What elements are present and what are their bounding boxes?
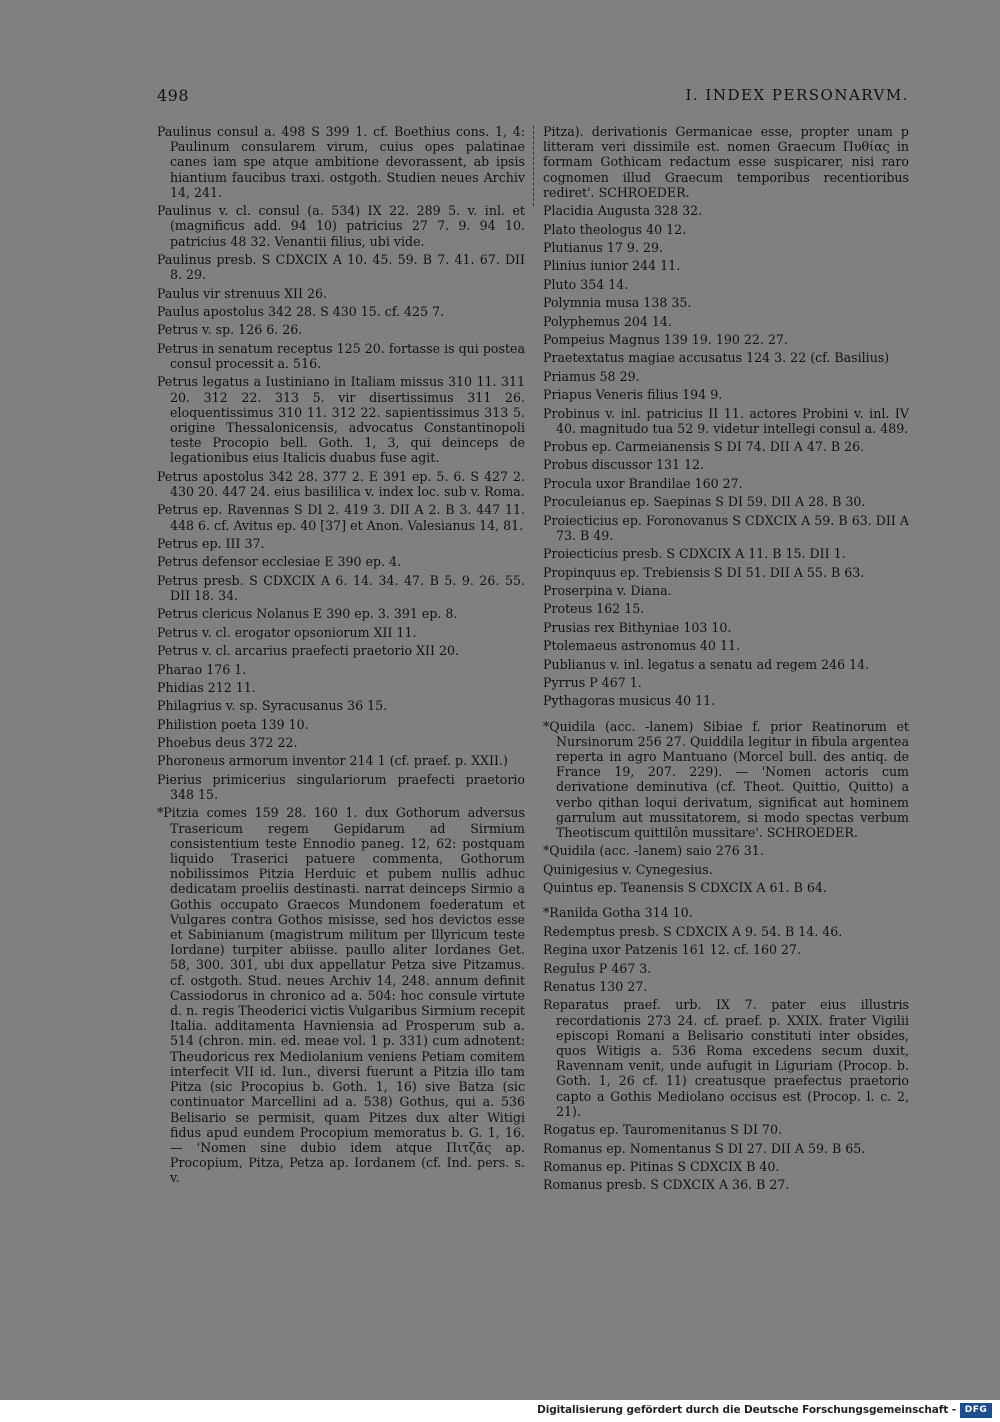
index-entry: Pythagoras musicus 40 11. xyxy=(543,693,716,709)
index-entry: Romanus ep. Nomentanus S DI 27. DII A 59. B 65. xyxy=(543,1140,866,1156)
index-entry: Proiecticius presb. S CDXCIX A 11. B 15. DII 1. xyxy=(543,546,846,562)
index-entry: Petrus v. cl. erogator opsoniorum XII 11. xyxy=(157,624,417,640)
index-entry: Pitza). derivationis Germanicae esse, propter unam p litteram veri dissimile est. nomen Graecum Πυθίας in formam Gothicam redactum esse suspicarer, nisi raro cognomen illud Graecum temporibus recentioribus rediret'. SCHROEDER. xyxy=(543,124,909,200)
index-entry: Probinus v. inl. patricius II 11. actores Probini v. inl. IV 40. magnitudo tua 52 9. videtur intellegi consul a. 489. xyxy=(543,405,909,436)
index-entry: Phidias 212 11. xyxy=(157,679,256,695)
index-entry: Quintus ep. Teanensis S CDXCIX A 61. B 64. xyxy=(543,880,827,896)
index-entry: Phoebus deus 372 22. xyxy=(157,735,298,751)
index-entry: Petrus ep. III 37. xyxy=(157,535,265,551)
index-entry: Paulinus v. cl. consul (a. 534) IX 22. 289 5. v. inl. et (magnificus add. 94 10) patricius 27 7. 9. 94 10. patricius 48 32. Venantii filius, ubi vide. xyxy=(157,203,525,249)
index-entry: Prusias rex Bithyniae 103 10. xyxy=(543,619,732,635)
index-entry: Placidia Augusta 328 32. xyxy=(543,203,703,219)
index-entry: Pierius primicerius singulariorum praefecti praetorio 348 15. xyxy=(157,771,525,803)
index-entry: Romanus ep. Pitinas S CDXCIX B 40. xyxy=(543,1158,780,1174)
footer-bar xyxy=(0,1400,1000,1422)
index-entry: Philagrius v. sp. Syracusanus 36 15. xyxy=(157,698,388,714)
index-entry: Praetextatus magiae accusatus 124 3. 22 (cf. Basilius) xyxy=(543,350,890,366)
index-entry: *Ranilda Gotha 314 10. xyxy=(543,905,693,921)
funding-credit: Digitalisierung gefördert durch die Deutsche Forschungsgemeinschaft - xyxy=(537,1404,956,1416)
index-entry: *Pitzia comes 159 28. 160 1. dux Gothorum adversus Trasericum regem Gepidarum ad Sirmium consistentium teste Ennodio paneg. 12, 62: postquam liquido Traserici patuere commenta, Gothorum nobilissimos Pitzia Herduic et pubem nullis adhuc dedicatam proeliis destinasti. narrat deinceps Sirmio a Gothis occupato Graecos Mundonem foederatum et Vulgares contra Gothos misisse, sed hos devictos esse et Sabinianum (magistrum militum per Illyricum teste Iordane) turpiter abiisse. paullo aliter Iordanes Get. 58, 300. 301, ubi dux appellatur Petza sive Pitzamus. cf. ostgoth. Stud. neues Archiv 14, 248. annum definit Cassiodorus in chronico ad a. 504: hoc consule virtute d. n. regis Theoderici victis Vulgaribus Sirmium recepit Italia. additamenta Havniensia ad Prosperum sub a. 514 (chron. min. ed. meae vol. 1 p. 331) cum adnotent: Theudoricus rex Mediolanium veniens Petiam comitem interfecit VII id. Iun., diversi fuerunt a Pitzia illo tam Pitza (sic Procopius b. Goth. 1, 16) sive Batza (sic continuator Marcellini ad a. 538) Gothus, qui a. 536 Belisario se permisit, quam Pitzes dux alter Witigi fidus apud eundem Procopium memoratus b. G. 1, 16. — 'Nomen sine dubio idem atque Πιτζᾶς ap. Procopium, Pitza, Petza ap. Iordanem (cf. Ind. pers. s. v. xyxy=(157,805,525,1186)
index-entry: Plinius iunior 244 11. xyxy=(543,258,681,274)
index-entry: Plato theologus 40 12. xyxy=(543,221,687,237)
index-entry: Regulus P 467 3. xyxy=(543,960,652,976)
index-entry: Paulinus presb. S CDXCIX A 10. 45. 59. B 7. 41. 67. DII 8. 29. xyxy=(157,252,525,283)
index-entry: Propinquus ep. Trebiensis S DI 51. DII A 55. B 63. xyxy=(543,564,865,580)
index-entry: Renatus 130 27. xyxy=(543,978,648,994)
page-header xyxy=(157,86,909,110)
index-entry: Romanus presb. S CDXCIX A 36. B 27. xyxy=(543,1177,790,1193)
index-entry: Procula uxor Brandilae 160 27. xyxy=(543,475,743,491)
index-entry: Proserpina v. Diana. xyxy=(543,583,672,599)
index-entry: Petrus defensor ecclesiae E 390 ep. 4. xyxy=(157,554,402,570)
index-entry: Paulus vir strenuus XII 26. xyxy=(157,285,328,301)
index-entry: Regina uxor Patzenis 161 12. cf. 160 27. xyxy=(543,942,802,958)
index-entry: Priapus Veneris filius 194 9. xyxy=(543,387,723,403)
index-entry: Pompeius Magnus 139 19. 190 22. 27. xyxy=(543,331,788,347)
index-entry: Petrus apostolus 342 28. 377 2. E 391 ep. 5. 6. S 427 2. 430 20. 447 24. eius basililica v. index loc. sub v. Roma. xyxy=(157,468,525,499)
index-entry: Polyphemus 204 14. xyxy=(543,313,672,329)
index-entry: Probus ep. Carmeianensis S DI 74. DII A 47. B 26. xyxy=(543,439,865,455)
running-title: I. INDEX PERSONARVM. xyxy=(685,86,909,104)
index-entry: Petrus v. cl. arcarius praefecti praetorio XII 20. xyxy=(157,643,460,659)
page-number: 498 xyxy=(157,86,190,105)
index-entry: Petrus in senatum receptus 125 20. fortasse is qui postea consul processit a. 516. xyxy=(157,340,525,371)
index-entry: Petrus ep. Ravennas S DI 2. 419 3. DII A 2. B 3. 447 11. 448 6. cf. Avitus ep. 40 [37] et Anon. Valesianus 14, 81. xyxy=(157,502,525,533)
dfg-logo: DFG xyxy=(960,1403,992,1418)
index-entry: Proiecticius ep. Foronovanus S CDXCIX A 59. B 63. DII A 73. B 49. xyxy=(543,512,909,543)
index-entry: Pluto 354 14. xyxy=(543,276,629,292)
index-entry: Proteus 162 15. xyxy=(543,601,645,617)
index-entry: *Quidila (acc. -lanem) saio 276 31. xyxy=(543,843,764,859)
index-entry: Reparatus praef. urb. IX 7. pater eius illustris recordationis 273 24. cf. praef. p. XXIX. frater Vigilii episcopi Romani a Belisario constituti inter obsides, quos Witigis a. 536 Roma excedens secum duxit, Ravennam venit, unde aufugit in Liguriam (Procop. b. Goth. 1, 26 cf. 11) creatusque praefectus praetorio capto a Gothis Mediolano occisus est (Procop. l. c. 2, 21). xyxy=(543,997,909,1119)
index-entry: Paulinus consul a. 498 S 399 1. cf. Boethius cons. 1, 4: Paulinum consularem virum, cuius opes palatinae canes iam spe atque ambitione devorassent, ab ipsis hiantium faucibus traxi. ostgoth. Studien neues Archiv 14, 241. xyxy=(157,124,525,200)
index-entry: Publianus v. inl. legatus a senatu ad regem 246 14. xyxy=(543,656,870,672)
index-entry: Plutianus 17 9. 29. xyxy=(543,239,663,255)
index-entry: Probus discussor 131 12. xyxy=(543,457,705,473)
index-entry: *Quidila (acc. -lanem) Sibiae f. prior Reatinorum et Nursinorum 256 27. Quiddila legitur in fibula argentea reperta in agro Mantuano (Morcel bull. des antiq. de France 19, 207. 229). — 'Nomen actoris cum derivatione deminutiva (cf. Theot. Quittio, Quitto) a verbo qithan loqui derivatum, significat aut hominem garrulum aut mussitatorem, si modo spectas verbum Theotiscum quittilôn mussitare'. SCHROEDER. xyxy=(543,718,909,840)
index-entry: Petrus v. sp. 126 6. 26. xyxy=(157,322,303,338)
index-entry: Philistion poeta 139 10. xyxy=(157,716,309,732)
index-entry: Polymnia musa 138 35. xyxy=(543,295,692,311)
index-entry: Phoroneus armorum inventor 214 1 (cf. praef. p. XXII.) xyxy=(157,753,508,769)
index-entry: Ptolemaeus astronomus 40 11. xyxy=(543,638,740,654)
index-entry: Quinigesius v. Cynegesius. xyxy=(543,861,713,877)
column-divider xyxy=(533,126,535,206)
index-entry: Rogatus ep. Tauromenitanus S DI 70. xyxy=(543,1122,782,1138)
left-column xyxy=(157,124,525,1189)
right-column xyxy=(543,124,909,1196)
index-entry: Pyrrus P 467 1. xyxy=(543,674,642,690)
index-entry: Petrus presb. S CDXCIX A 6. 14. 34. 47. B 5. 9. 26. 55. DII 18. 34. xyxy=(157,572,525,603)
index-entry: Proculeianus ep. Saepinas S DI 59. DII A 28. B 30. xyxy=(543,494,866,510)
index-entry: Priamus 58 29. xyxy=(543,368,640,384)
index-entry: Pharao 176 1. xyxy=(157,661,247,677)
index-entry: Redemptus presb. S CDXCIX A 9. 54. B 14. 46. xyxy=(543,923,843,939)
index-entry: Paulus apostolus 342 28. S 430 15. cf. 425 7. xyxy=(157,303,445,319)
index-entry: Petrus clericus Nolanus E 390 ep. 3. 391 ep. 8. xyxy=(157,606,458,622)
index-entry: Petrus legatus a Iustiniano in Italiam missus 310 11. 311 20. 312 22. 313 5. vir disertissimus 311 26. eloquentissimus 310 11. 312 22. sapientissimus 313 5. origine Thessalonicensis, advocatus Constantinopoli teste Procopio bell. Goth. 1, 3, qui deinceps de legationibus eius Italicis duabus fuse agit. xyxy=(157,374,525,466)
